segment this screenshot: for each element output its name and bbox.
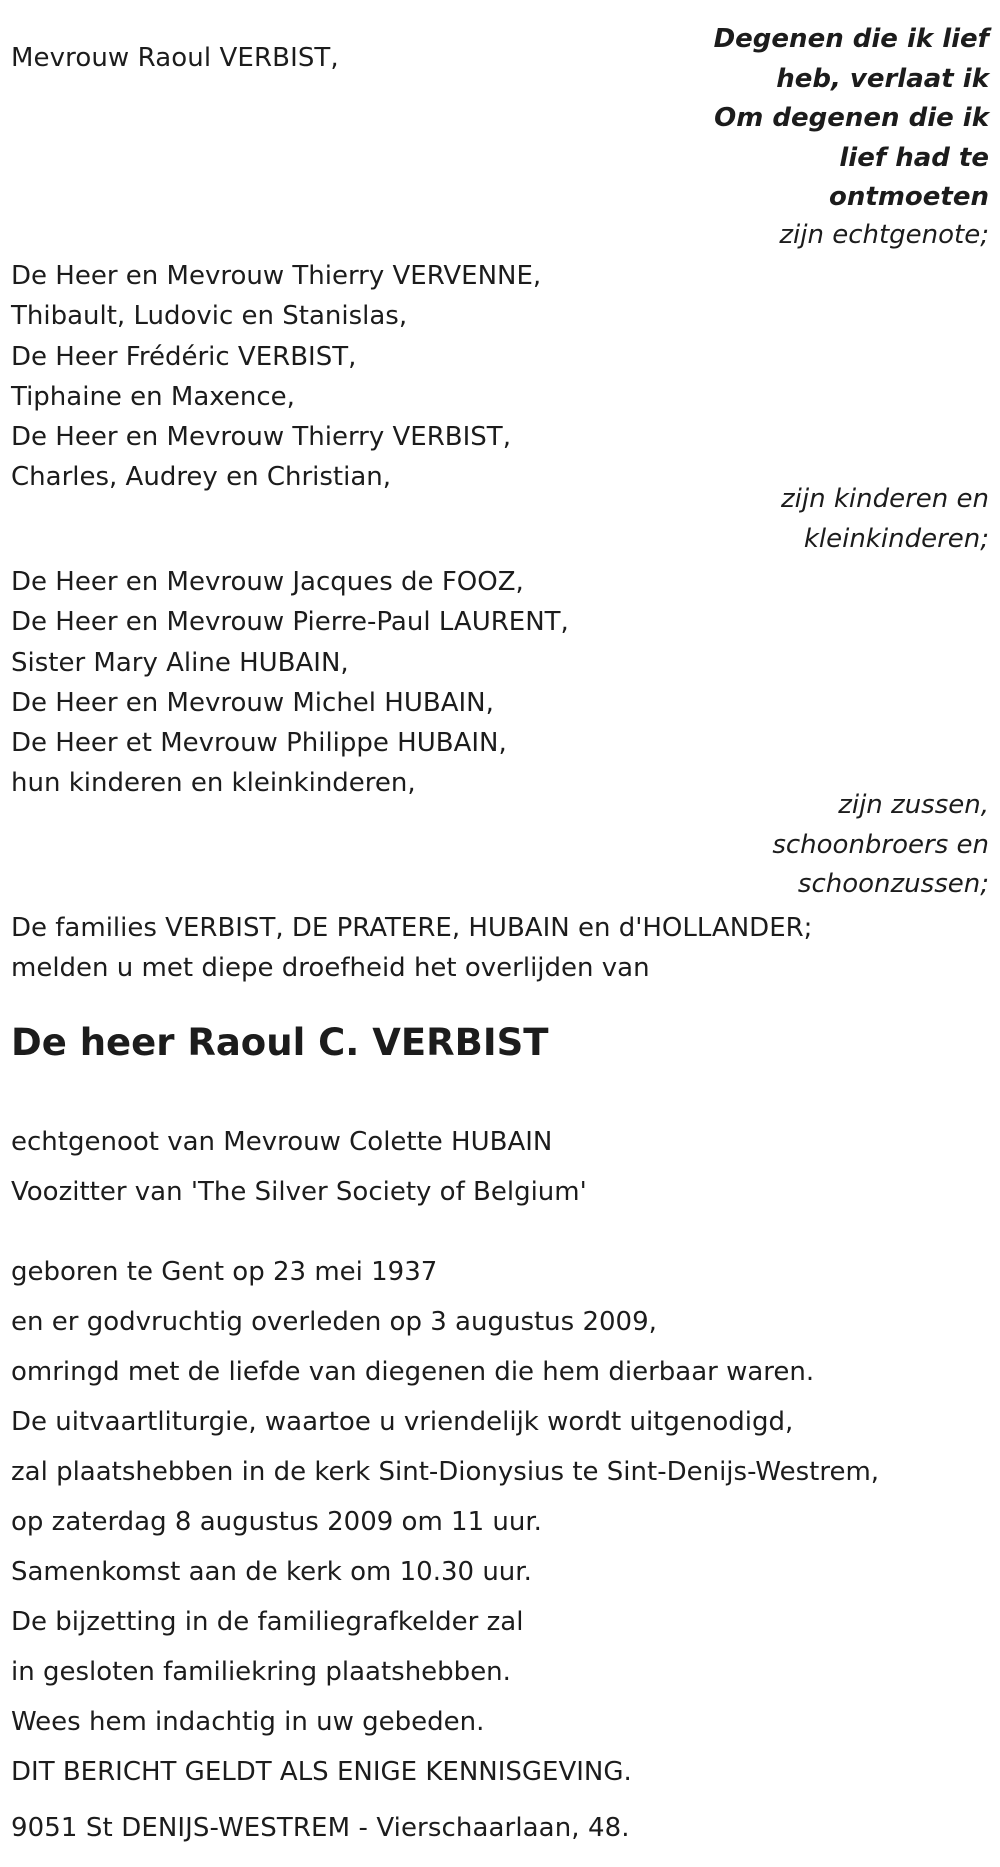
- list-item: hun kinderen en kleinkinderen,: [11, 768, 416, 799]
- siblings-relation: [772, 786, 989, 905]
- spouse-relation: zijn echtgenote;: [779, 220, 989, 250]
- announcement-line: melden u met diepe droefheid het overlijden van: [11, 953, 650, 983]
- poem-line: ontmoeten: [829, 182, 989, 212]
- list-item: De Heer en Mevrouw Thierry VERBIST,: [11, 422, 511, 453]
- detail-line: De bijzetting in de familiegrafkelder zal: [11, 1607, 524, 1637]
- poem-line: Degenen die ik lief: [713, 24, 989, 54]
- detail-line: geboren te Gent op 23 mei 1937: [11, 1257, 438, 1287]
- poem-line: Om degenen die ik: [714, 103, 989, 133]
- detail-line: Samenkomst aan de kerk om 10.30 uur.: [11, 1557, 532, 1587]
- title-line: echtgenoot van Mevrouw Colette HUBAIN: [11, 1127, 553, 1157]
- title-line: Voozitter van 'The Silver Society of Belgium': [11, 1177, 587, 1207]
- detail-line: De uitvaartliturgie, waartoe u vriendelijk wordt uitgenodigd,: [11, 1407, 794, 1437]
- list-item: Charles, Audrey en Christian,: [11, 462, 392, 493]
- detail-line: op zaterdag 8 augustus 2009 om 11 uur.: [11, 1507, 542, 1537]
- detail-line: omringd met de liefde van diegenen die hem dierbaar waren.: [11, 1357, 815, 1387]
- poem-line: lief had te: [839, 142, 989, 173]
- detail-line: DIT BERICHT GELDT ALS ENIGE KENNISGEVING.: [11, 1757, 632, 1787]
- poem: [714, 20, 989, 218]
- detail-line: zal plaatshebben in de kerk Sint-Dionysius te Sint-Denijs-Westrem,: [11, 1457, 880, 1487]
- list-item: Sister Mary Aline HUBAIN,: [11, 647, 349, 678]
- detail-line: in gesloten familiekring plaatshebben.: [11, 1657, 511, 1687]
- children-list: [11, 256, 541, 498]
- list-item: De Heer Frédéric VERBIST,: [11, 341, 357, 372]
- relation-line: schoonzussen;: [797, 869, 989, 899]
- families-line: De families VERBIST, DE PRATERE, HUBAIN en d'HOLLANDER;: [11, 913, 813, 943]
- detail-line: Wees hem indachtig in uw gebeden.: [11, 1707, 485, 1737]
- detail-line: en er godvruchtig overleden op 3 augustus 2009,: [11, 1307, 657, 1337]
- address: 9051 St DENIJS-WESTREM - Vierschaarlaan, 48.: [11, 1813, 630, 1843]
- relation-line: zijn zussen,: [838, 790, 989, 820]
- list-item: De Heer en Mevrouw Jacques de FOOZ,: [11, 567, 524, 597]
- funeral-details: [11, 1247, 879, 1797]
- list-item: De Heer et Mevrouw Philippe HUBAIN,: [11, 728, 507, 759]
- deceased-name: De heer Raoul C. VERBIST: [11, 1021, 549, 1064]
- list-item: De Heer en Mevrouw Thierry VERVENNE,: [11, 261, 542, 291]
- children-relation: [781, 480, 989, 559]
- relation-line: kleinkinderen;: [803, 523, 989, 554]
- relation-line: zijn kinderen en: [781, 484, 989, 514]
- list-item: Tiphaine en Maxence,: [11, 381, 295, 412]
- list-item: De Heer en Mevrouw Michel HUBAIN,: [11, 687, 494, 718]
- list-item: De Heer en Mevrouw Pierre-Paul LAURENT,: [11, 607, 569, 638]
- siblings-list: [11, 562, 569, 804]
- families: [11, 908, 812, 988]
- deceased-titles: [11, 1117, 587, 1217]
- list-item: Thibault, Ludovic en Stanislas,: [11, 301, 408, 332]
- relation-line: schoonbroers en: [772, 829, 989, 860]
- poem-line: heb, verlaat ik: [776, 63, 989, 94]
- addressee: Mevrouw Raoul VERBIST,: [11, 43, 339, 73]
